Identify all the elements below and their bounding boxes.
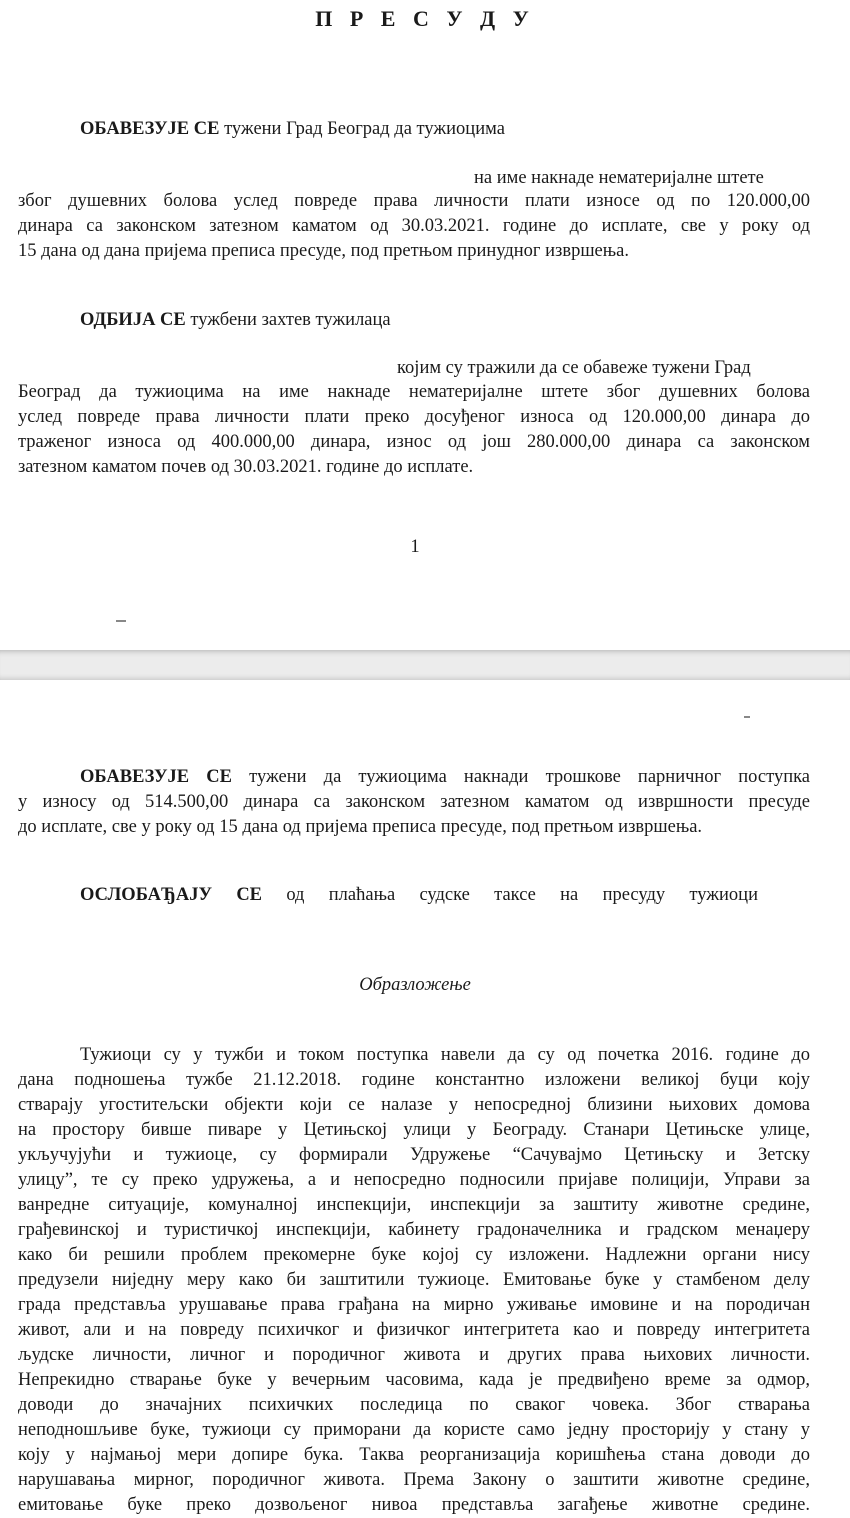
paragraph-lines	[18, 189, 810, 264]
text-line: Тужиоци су у тужби и током поступка навели да су од почетка 2016. године до	[80, 1045, 810, 1065]
verdict-heading: П Р Е С У Д У	[315, 6, 535, 31]
paragraph-first-line	[18, 117, 810, 142]
text-line: Непрекидно стварање буке у вечерњим часовима, када је предвиђено време за одмор,	[18, 1370, 810, 1390]
page-number: 1	[410, 537, 420, 557]
text-line: неподношљиве буке, тужиоци су приморани да користе само једну просторију у стану у	[18, 1420, 810, 1440]
paragraph-continuation: на име накнаде нематеријалне штете	[474, 168, 764, 188]
text-line: због душевних болова услед повреде права личности плати износе од по 120.000,00	[18, 191, 810, 211]
scan-artifact	[744, 716, 750, 718]
text-line: до исплате, све у року од 15 дана од пријема преписа пресуде, под претњом извршења.	[18, 817, 703, 837]
text-line: траженог износа од 400.000,00 динара, износ од још 280.000,00 динара са законском	[18, 432, 810, 452]
text-line: у износу од 514.500,00 динара са законском затезном каматом од извршности пресуде	[18, 792, 810, 812]
paragraph-lead: ОСЛОБАЂАЈУ СЕ	[80, 885, 263, 905]
text-line: ванредне ситуације, комуналној инспекцији, инспекцији за заштиту животне средине,	[18, 1195, 810, 1215]
text-line: живот, али и на повреду психичког и физичког интегритета као и повреду интегритета	[18, 1320, 810, 1340]
document-page-1	[0, 0, 850, 650]
text-line: нарушавања мирног, породичног живота. Према Закону о заштити животне средине,	[18, 1470, 810, 1490]
text-line: како би решили проблем прекомерне буке којој су изложени. Надлежни органи нису	[18, 1245, 810, 1265]
text-line: укључујући и тужиоце, су формирали Удружење “Сачувајмо Цетињску и Зетску	[18, 1145, 810, 1165]
text-line: града представља урушавање права грађана на мирно уживање имовине и на породичан	[18, 1295, 810, 1315]
paragraph-first-line	[18, 308, 810, 333]
scan-artifact	[116, 620, 126, 622]
text-line: грађевинској и туристичкој инспекцији, кабинету градоначелника и градском менаџеру	[18, 1220, 810, 1240]
text-line: затезном каматом почев од 30.03.2021. године до исплате.	[18, 457, 474, 477]
text-line: предузели ниједну меру како би заштитили тужиоце. Емитовање буке у стамбеном делу	[18, 1270, 810, 1290]
text-line: на простору бивше пиваре у Цетињској улици у Београду. Станари Цетињске улице,	[18, 1120, 810, 1140]
text-line: доводи до значајних психичких последица по сваког човека. Због стварања	[18, 1395, 810, 1415]
reasoning-subheading: Образложење	[359, 975, 471, 995]
paragraph-lead: ОБАВЕЗУЈЕ СЕ	[80, 119, 220, 139]
paragraph-first-line	[18, 883, 810, 908]
paragraph-lead: ОДБИЈА СЕ	[80, 310, 186, 330]
paragraph-obligation-damages	[18, 117, 810, 142]
text-line: људске личности, личног и породичног живота и других права њихових личности.	[18, 1345, 810, 1365]
paragraph-exemption	[18, 883, 810, 908]
paragraph-rejection	[18, 308, 810, 333]
page-separator	[0, 650, 850, 680]
text-line: услед повреде права личности плати преко досуђеног износа од 120.000,00 динара до	[18, 407, 810, 427]
text-line: коју у најмањој мери допире бука. Таква реорганизација коришћења стана доводи до	[18, 1445, 810, 1465]
paragraph-continuation: којим су тражили да се обавеже тужени Град	[397, 358, 751, 378]
text-line: дана подношења тужбе 21.12.2018. године константно изложени великој буци коју	[18, 1070, 810, 1090]
paragraph-lines	[18, 380, 810, 480]
reasoning-body	[18, 1043, 810, 1518]
text-line: Београд да тужиоцима на име накнаде нематеријалне штете због душевних болова	[18, 382, 810, 402]
paragraph-text: тужени Град Београд да тужиоцима	[219, 119, 505, 139]
document-page-2	[0, 680, 850, 1515]
paragraph-text: од плаћања судске таксе на пресуду тужиоци	[262, 885, 758, 905]
text-line: 15 дана од дана пријема преписа пресуде, под претњом принудног извршења.	[18, 241, 629, 261]
text-line: стварају угоститељски објекти који се налазе у непосредној близини њихових домова	[18, 1095, 810, 1115]
paragraph-text: тужени да тужиоцима накнади трошкове парничног поступка	[231, 767, 811, 787]
paragraph-text: тужбени захтев тужилаца	[185, 310, 391, 330]
text-line: улицу”, те су преко удружења, а и непосредно подносили пријаве полицији, Управи за	[18, 1170, 810, 1190]
paragraph-obligation-costs	[18, 765, 810, 840]
paragraph-first-line	[18, 765, 810, 790]
text-line: емитовање буке преко дозвољеног нивоа представља загађење животне средине.	[18, 1495, 810, 1515]
paragraph-lead: ОБАВЕЗУЈЕ СЕ	[80, 767, 232, 787]
text-line: динара са законском затезном каматом од 30.03.2021. године до исплате, све у року од	[18, 216, 810, 236]
